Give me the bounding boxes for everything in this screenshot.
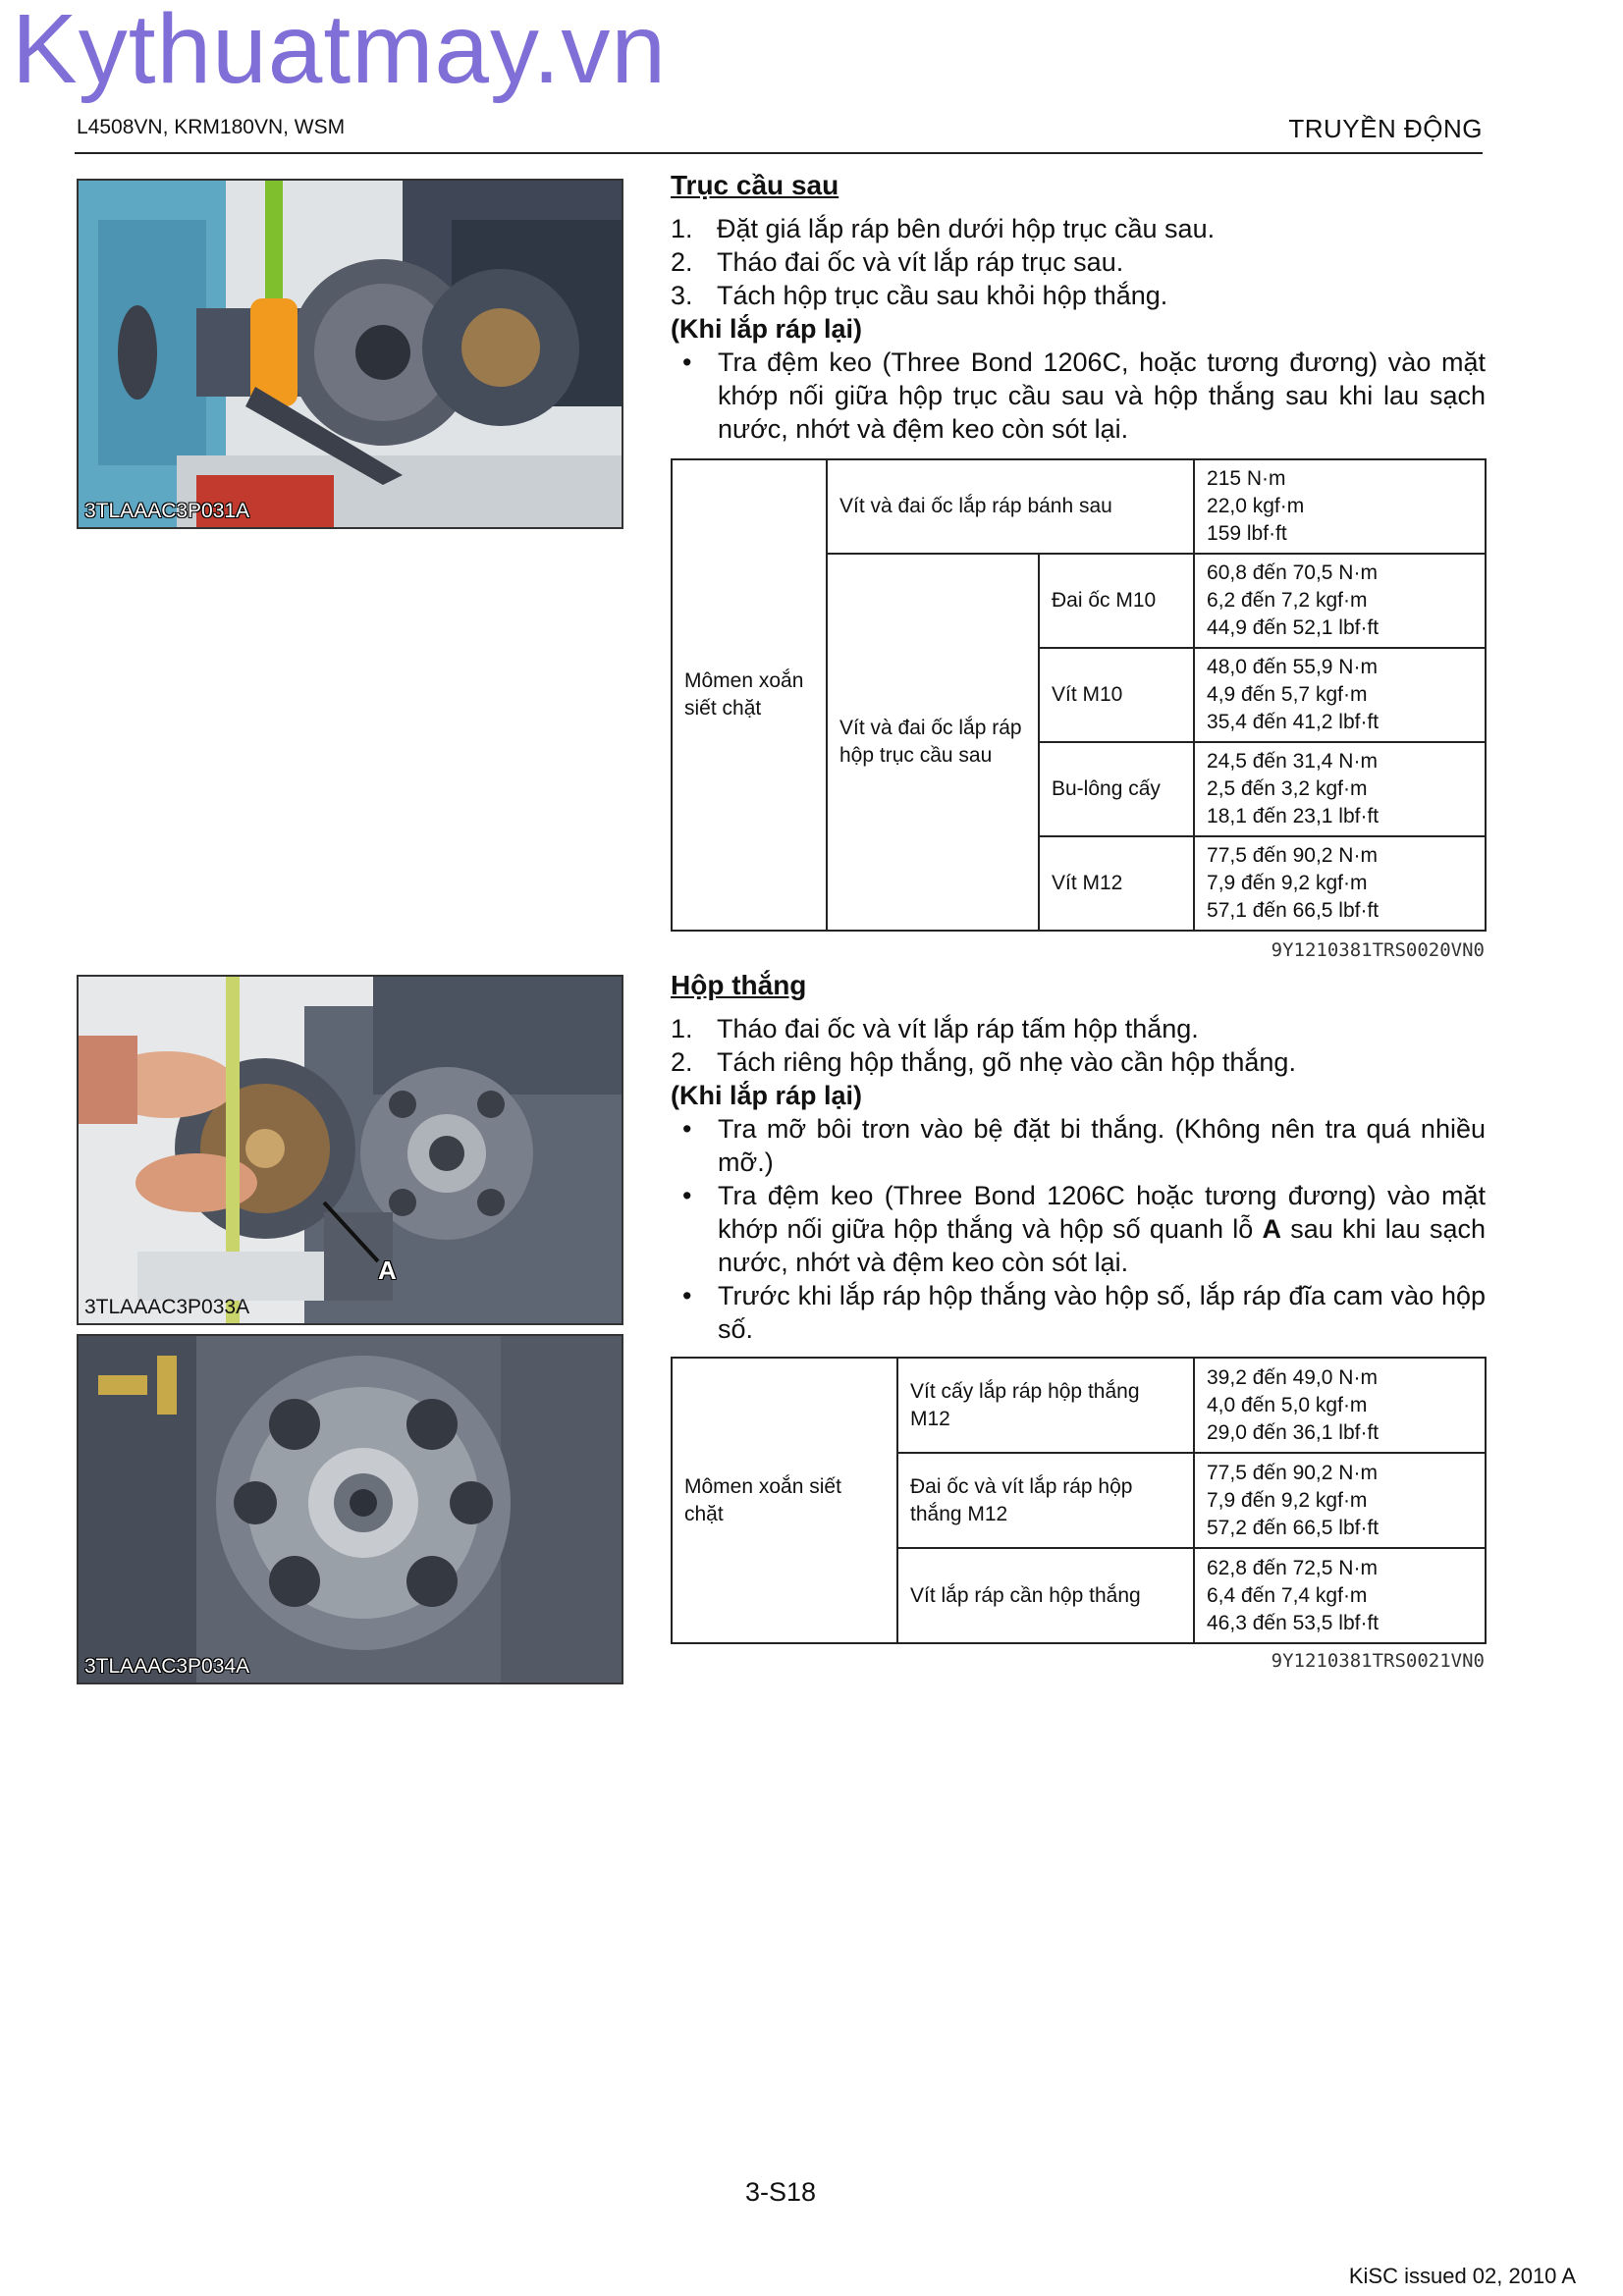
figure-brake-case-photo [77, 1334, 623, 1684]
step-item: 3. Tách hộp trục cầu sau khỏi hộp thắng. [671, 281, 1168, 310]
torque-value: 24,5 đến 31,4 N·m 2,5 đến 3,2 kgf·m 18,1 đến 23,1 lbf·ft [1194, 742, 1486, 836]
torque-value: 48,0 đến 55,9 N·m 4,9 đến 5,7 kgf·m 35,4 đến 41,2 lbf·ft [1194, 648, 1486, 742]
figure-caption: 3TLAAAC3P033A [84, 1296, 250, 1318]
header-divider [75, 152, 1483, 154]
header-model: L4508VN, KRM180VN, WSM [77, 116, 346, 138]
document-code: 9Y1210381TRS0021VN0 [1271, 1650, 1485, 1672]
step-list [671, 1012, 1486, 1079]
torque-table-rear-axle [671, 458, 1487, 932]
step-item: 1. Đặt giá lắp ráp bên dưới hộp trục cầu sau. [671, 214, 1216, 243]
bullet-list [671, 1112, 1486, 1346]
torque-item: Vít lắp ráp cần hộp thắng [897, 1548, 1194, 1643]
bullet-item: • Trước khi lắp ráp hộp thắng vào hộp số, lắp ráp đĩa cam vào hộp số. [682, 1281, 1486, 1344]
section-title: Trục cầu sau [671, 170, 839, 200]
torque-item: Đai ốc và vít lắp ráp hộp thắng M12 [897, 1453, 1194, 1548]
bullet-item: • Tra mỡ bôi trơn vào bệ đặt bi thắng. (Không nên tra quá nhiều mỡ.) [682, 1114, 1486, 1177]
watermark-logo: Kythuatmay.vn [12, 0, 668, 104]
footer-issue: KiSC issued 02, 2010 A [1348, 2264, 1576, 2288]
torque-label: Mômen xoắn siết chặt [672, 1358, 897, 1643]
torque-value: 39,2 đến 49,0 N·m 4,0 đến 5,0 kgf·m 29,0 đến 36,1 lbf·ft [1194, 1358, 1486, 1453]
torque-subitem: Đai ốc M10 [1039, 554, 1194, 648]
torque-subitem: Vít M10 [1039, 648, 1194, 742]
section-rear-axle [671, 169, 1486, 446]
figure-caption: 3TLAAAC3P031A [84, 500, 250, 522]
page-number: 3-S18 [744, 2177, 817, 2207]
figure-caption: 3TLAAAC3P034A [84, 1655, 250, 1678]
torque-value: 77,5 đến 90,2 N·m 7,9 đến 9,2 kgf·m 57,2 đến 66,5 lbf·ft [1194, 1453, 1486, 1548]
section-title: Hộp thắng [671, 970, 807, 1000]
torque-value: 62,8 đến 72,5 N·m 6,4 đến 7,4 kgf·m 46,3 đến 53,5 lbf·ft [1194, 1548, 1486, 1643]
torque-group-item: Vít và đai ốc lắp ráp hộp trục cầu sau [827, 554, 1039, 931]
figure-brake-case-removal-photo [77, 975, 623, 1325]
header-section: TRUYỀN ĐỘNG [1288, 114, 1483, 143]
step-item: 1. Tháo đai ốc và vít lắp ráp tấm hộp thắng. [671, 1014, 1199, 1043]
torque-subitem: Bu-lông cấy [1039, 742, 1194, 836]
torque-subitem: Vít M12 [1039, 836, 1194, 931]
reassembly-heading: (Khi lắp ráp lại) [671, 314, 863, 344]
figure-label-a: A [378, 1255, 397, 1285]
torque-value: 60,8 đến 70,5 N·m 6,2 đến 7,2 kgf·m 44,9 đến 52,1 lbf·ft [1194, 554, 1486, 648]
torque-label: Mômen xoắn siết chặt [672, 459, 827, 931]
bullet-item: • Tra đệm keo (Three Bond 1206C hoặc tương đương) vào mặt khớp nối giữa hộp thắng và hộp số quanh lỗ A sau khi lau sạch nước, nhớt và đệm keo còn sót lại. [682, 1181, 1486, 1277]
torque-item: Vít và đai ốc lắp ráp bánh sau [827, 459, 1194, 554]
torque-value: 77,5 đến 90,2 N·m 7,9 đến 9,2 kgf·m 57,1 đến 66,5 lbf·ft [1194, 836, 1486, 931]
figure-rear-axle-photo [77, 179, 623, 529]
torque-item: Vít cấy lắp ráp hộp thắng M12 [897, 1358, 1194, 1453]
document-code: 9Y1210381TRS0020VN0 [1271, 939, 1485, 961]
section-brake-case [671, 969, 1486, 1346]
torque-value: 215 N·m 22,0 kgf·m 159 lbf·ft [1194, 459, 1486, 554]
bullet-item: • Tra đệm keo (Three Bond 1206C, hoặc tương đương) vào mặt khớp nối giữa hộp trục cầu sau và hộp thắng sau khi lau sạch nước, nhớt và đệm keo còn sót lại. [682, 347, 1486, 444]
step-list [671, 212, 1486, 312]
bullet-list [671, 346, 1486, 446]
torque-table-brake-case [671, 1357, 1487, 1644]
step-item: 2. Tháo đai ốc và vít lắp ráp trục sau. [671, 247, 1124, 277]
step-item: 2. Tách riêng hộp thắng, gõ nhẹ vào cần hộp thắng. [671, 1047, 1296, 1077]
reassembly-heading: (Khi lắp ráp lại) [671, 1081, 863, 1110]
